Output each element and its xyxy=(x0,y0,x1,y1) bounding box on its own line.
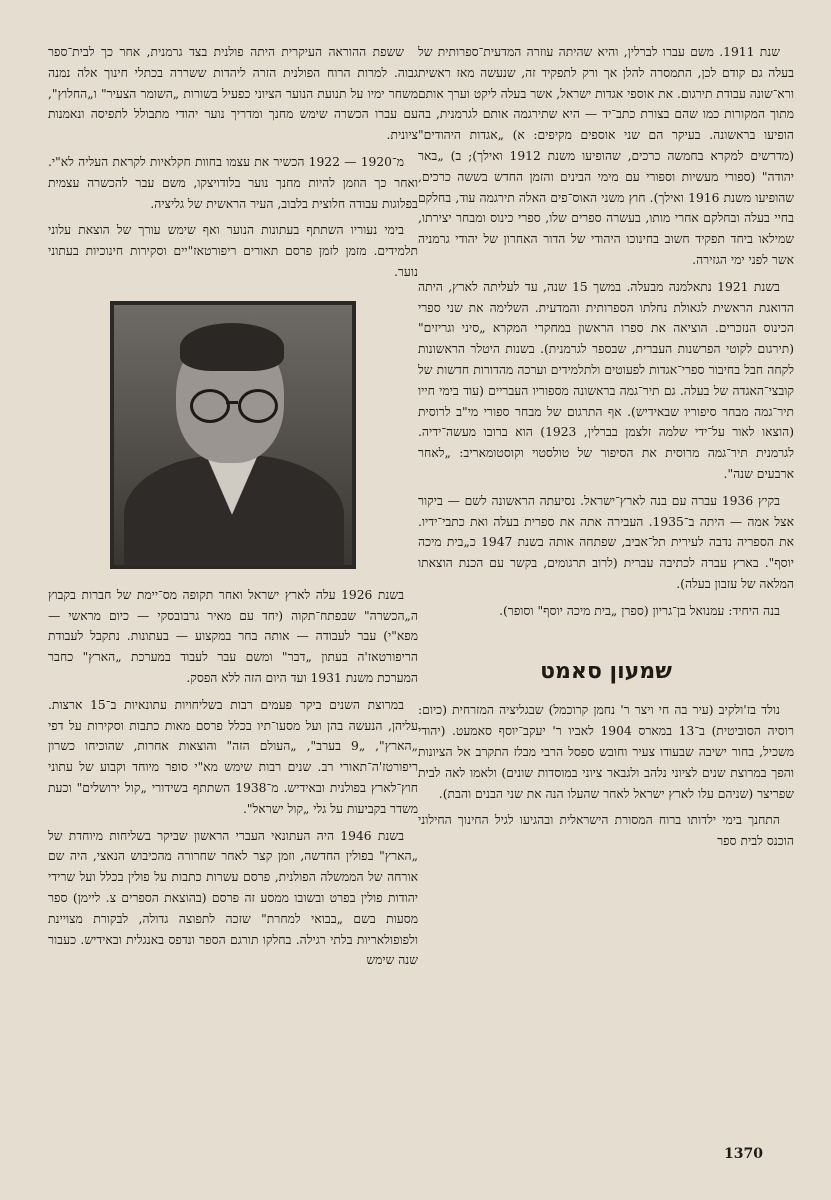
paragraph: בשנת 1926 עלה לארץ ישראל ואחר תקופה מס־יימת של חברות בקבוץ ה„הכשרה" שבפתח־תקוה (יחד עם מאיר גרבובסקי — כיום מראשי — מפא"י) עבר לעבודה — אותה בחר במקצוע — בעתונות. נתקבל לעבודת הריפורטאז'ה בעתון „דבר" ומשם עבר לעבוד במערכת „הארץ" כחבר המערכת משנת 1931 ועד היום הזה ללא הפסק. xyxy=(48,587,418,685)
paragraph: בשנת 1946 היה העתונאי העברי הראשון שביקר בשליחות מיוחדת של „הארץ" בפולין החדשה, וזמן קצר לאחר שחרורה מהכיבוש הנאצי, היה שם אורחה של הממשלה הפולנית, פרסם עשרות כתבות על פולין בכלל ועל שרידי יהודות פולין בפרט ובשובו ממסע זה פרסם (בהוצאת הספרים צ. ליימן) ספר מסעות בשם „בבואי למחרת" שזכה לתפוצה גדולה, לבקורת מצויינת ולפופולאריות בלתי רגילה. בחלקו תורגם הספר ונדפס באנגלית ובאידיש. כעבור שנה שימש xyxy=(48,828,418,968)
paragraph: בימי נעוריו השתתף בעתונות הנוער ואף שימש עורך של הוצאת עלוני תלמידים. מזמן לזמן פרסם תאורים ריפורטאז"יים וסקירות חינוכיות בעתוני נוער. xyxy=(48,223,418,279)
glasses-bridge xyxy=(226,401,238,404)
glasses-icon xyxy=(190,389,230,423)
paragraph: מ־1920 — 1922 הכשיר את עצמו בחוות חקלאיות לקראת העליה לא"י. ואחר כך הוזמן להיות מחנך נוער בלודויצקו, משם עבר להכשרה עצמית בפלוגות עבודה חלוצית בלבוב, העיר הראשית של גליציה. xyxy=(48,154,418,211)
right-column xyxy=(418,42,794,858)
paragraph: בשנת 1921 נתאלמנה מבעלה. במשך 15 שנה, עד לעליתה לארץ, היתה הדואגת הראשית לגאולת נחלתו הספרותית והמדעית. השלימה את שני ספרי הכינוס הנזכרים. הוציאה את ספרו הראשון במחקרי המקרא „סיני וגריזים" (תירגום לקוטי הפרשנות העברית, שבספר לגרמנית). בשנות היטלר הראשונות לקחה חבל בחיבור ספרי־אגדות לפעוטים ולתלמידים וערכה מהדורות חדשות של קובצי־האגדה של בעלה. גם תיר־גמה בראשונה מספוריו העבריים (עוד בימי חייו תיר־גמה מבחר סיפוריו שבאידיש). אף התרגום של מבחר ספורי מי"ב לרוסית (הוצאו לאור על־ידי שלמה זלצמן בברלין, 1923) הוא ברובו מעשה־ידיה. לגרמנית תיר־גמה מרוסית את הסיפור של טולסטוי וקוסטומאריב: „לאחר ארבעים שנה". xyxy=(418,279,795,481)
glasses-icon xyxy=(238,389,278,423)
paragraph: בנה היחיד: עמנואל בן־גריון (ספרן „בית מיכה יוסף" וסופר). xyxy=(499,603,780,618)
section-title: שמעון סאמט xyxy=(540,658,672,684)
paragraph: ששפת ההוראה העיקרית היתה פולנית בצד גרמנית, אחר כך לבית־ספר גבוה. למרות הרוח הפולנית הזרה ליהדות ששררה בכתלי חינוך אלה נמנה משחר ימיו על תנועת הנוער הציוני כפעיל בשורות „השומר הצעיר" ו„החלוץ", עם עברו הכשרה שימש מחנך ומדריך נוער יהודי מתבולל לתפיסה ונאמנות ציונית. xyxy=(48,45,418,143)
left-column xyxy=(48,42,418,977)
portrait-hair xyxy=(180,323,284,371)
paragraph: נולד בז'ולקיב (עיר בה חי ויצר ר' נחמן קרוכמל) שבגליציה המזרחית (כיום: רוסיה הסוביטית) ב־13 במארס 1904 לאביו ר' יעקב־יוסף סאמעט. (יהודי משכיל, בחור ישיבה שבעודו צעיר וחובש ספסל הרבי מבלז התקרב אל הציונות והפך במרוצת שנים לציוני נלהב ולגבאר ציוני במוסדות שונים) ולאמו לאה לבית שפריצר (שניהם עלו לארץ ישראל לאחר שהעלו הנה את שני הבנים והבת). xyxy=(418,703,794,801)
page-number: 1370 xyxy=(724,1146,763,1162)
paragraph: במרוצת השנים ביקר פעמים רבות בשליחויות עתונאיות ב־15 ארצות. עליהן, הנעשה בהן ועל מסעו־תיו בכלל פרסם מאות כתבות וסקירות על דפי „הארץ", „9 בערב", „העולם הזה" והוצאות אחרות, שהוכיחו כשרון ריפורטז'ה־תאורי רב. שנים רבות שימש מא"י סופר מיוחד וקבוע של עתוני חוץ־לארץ בפולנית ובאידיש. מ־1938 השתתף בשידורי „קול ירושלים" וכעת משדר בקביעות על גלי „קול ישראל". xyxy=(48,697,418,816)
paragraph: בקיץ 1936 עברה עם בנה לארץ־ישראל. נסיעתה הראשונה לשם — ביקור אצל אמה — היתה ב־1935. העבירה אתה את ספרית בעלה ואת כתבי־ידיו. את הספריה נדבה לעירית תל־אביב, שפתחה אותה בשנת 1947 כ„בית מיכה יוסף". בארץ עברה לכתיבה עברית (לרוב תרגומים, בקשר עם הכנת הוצאתו המלאה של עזבון בעלה). xyxy=(418,493,794,591)
portrait-photo-icon xyxy=(110,301,356,569)
paragraph: שנת 1911. משם עברו לברלין, והיא שהיתה עוזרה המדעית־ספרותית של בעלה גם קודם לכן, התמסרה להלן אך ורק לתפקיד זה, שנעשה מאז ראשית ורא־שונה עבודת תירגום. את אוספי אגדות ישראל, אשר בעלה ליקט וערך אותם מתוך המקורות כמו שהם בצורת כתב־יד — היא שתירגמה אותם לגרמנית, בה הופיעו בראשונה. בעיקר הם שני אוספים מקיפים: א) „אגדות היהודים" (מדרשים למקרא בחמשה כרכים, שהופיעו משנת 1912 ואילך); ב) „באר יהודה" (ספורי מעשיות וספורי עם מימי הבינים והזמן החדש בששה כרכים, שהופיעו משנת 1916 ואילך). חוץ משני האוס־פים האלה תירגמה עוד, בחלקם בחיי בעלה ובחלקם אחרי מותו, בעשרה ספרים שלו, ספרי כינוס ומבחר יצירתו, שמילאו ביחד תפקיד חשוב בחינוכו היהודי של הדור האחרון של יהודי גרמניה אשר לפני ימי הגזירה. xyxy=(418,45,795,267)
paragraph: התחנך בימי ילדותו ברוח המסורת הישראלית ובהגיעו לגיל החינוך החילוני הוכנס לבית ספר xyxy=(418,813,794,849)
